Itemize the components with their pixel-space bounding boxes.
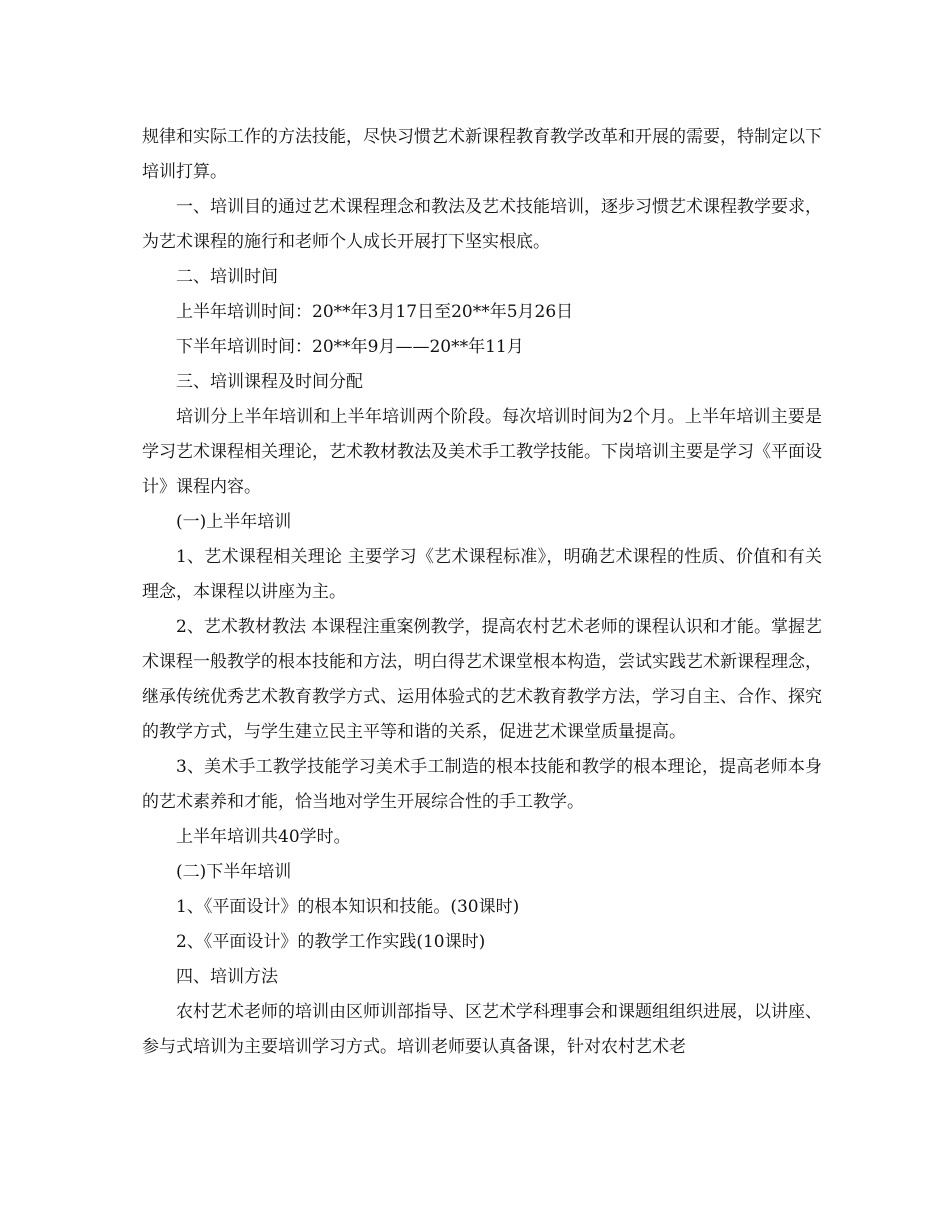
paragraph: 3、美术手工教学技能学习美术手工制造的根本技能和教学的根本理论，提高老师本身的艺术素养和才能，恰当地对学生开展综合性的手工教学。 — [142, 757, 822, 812]
section-heading: 四、培训方法 — [176, 967, 278, 987]
subsection-heading: (一)上半年培训 — [176, 512, 292, 532]
section-heading: 二、培训时间 — [176, 267, 278, 287]
paragraph: 2、《平面设计》的教学工作实践(10课时) — [176, 932, 486, 952]
document-body — [142, 120, 822, 1065]
paragraph: 上半年培训共40学时。 — [176, 827, 351, 847]
paragraph: 1、艺术课程相关理论 主要学习《艺术课程标准》，明确艺术课程的性质、价值和有关理念，本课程以讲座为主。 — [142, 547, 822, 602]
subsection-heading: (二)下半年培训 — [176, 862, 292, 882]
paragraph: 2、艺术教材教法 本课程注重案例教学，提高农村艺术老师的课程认识和才能。掌握艺术课程一般教学的根本技能和方法，明白得艺术课堂根本构造，尝试实践艺术新课程理念，继承传统优秀艺术教育教学方式、运用体验式的艺术教育教学方法，学习自主、合作、探究的教学方式，与学生建立民主平等和谐的关系，促进艺术课堂质量提高。 — [142, 617, 822, 742]
paragraph: 下半年培训时间：20**年9月——20**年11月 — [176, 337, 524, 357]
paragraph: 规律和实际工作的方法技能，尽快习惯艺术新课程教育教学改革和开展的需要，特制定以下培训打算。 — [142, 127, 822, 182]
paragraph: 培训分上半年培训和上半年培训两个阶段。每次培训时间为2个月。上半年培训主要是学习艺术课程相关理论，艺术教材教法及美术手工教学技能。下岗培训主要是学习《平面设计》课程内容。 — [142, 407, 822, 497]
paragraph: 一、培训目的通过艺术课程理念和教法及艺术技能培训，逐步习惯艺术课程教学要求，为艺术课程的施行和老师个人成长开展打下坚实根底。 — [142, 197, 822, 252]
paragraph: 上半年培训时间：20**年3月17日至20**年5月26日 — [176, 302, 574, 322]
paragraph: 1、《平面设计》的根本知识和技能。(30课时) — [176, 897, 520, 917]
section-heading: 三、培训课程及时间分配 — [176, 372, 363, 392]
paragraph: 农村艺术老师的培训由区师训部指导、区艺术学科理事会和课题组组织进展，以讲座、参与式培训为主要培训学习方式。培训老师要认真备课，针对农村艺术老 — [142, 1002, 822, 1057]
